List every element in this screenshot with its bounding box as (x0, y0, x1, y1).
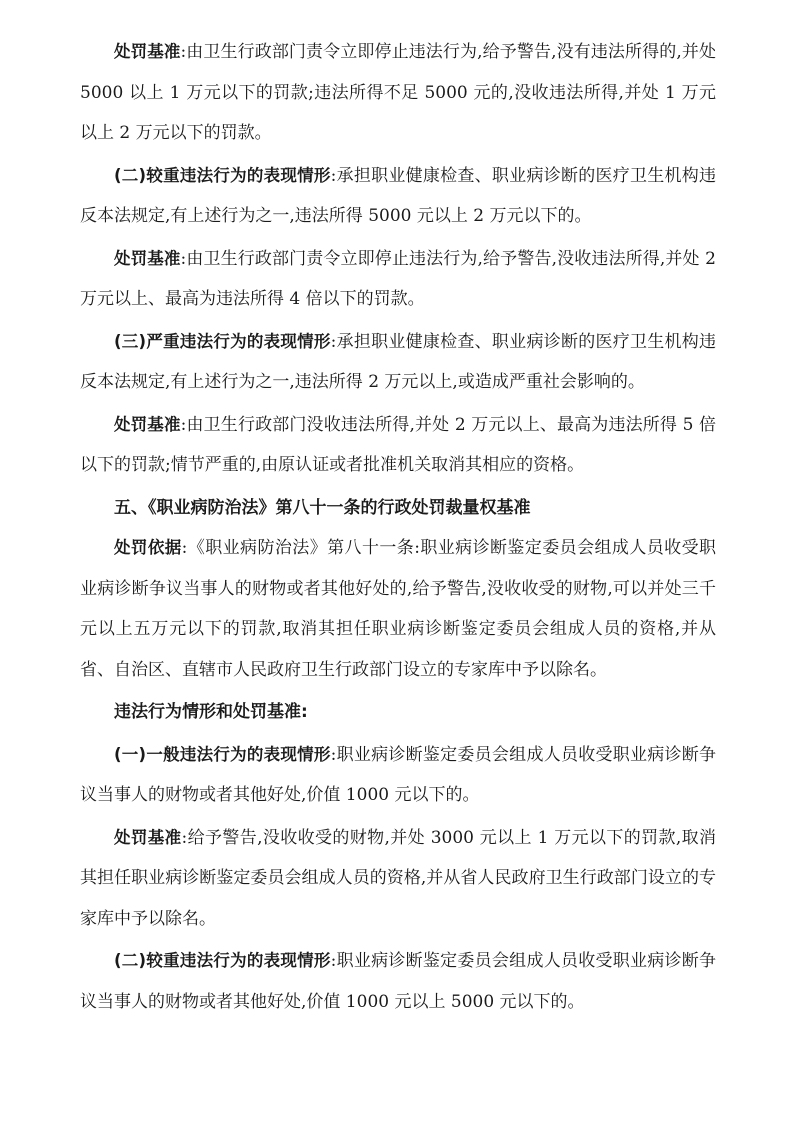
paragraph-moderate-violation-2 (80, 941, 716, 1022)
paragraph-moderate-violation (80, 156, 716, 237)
paragraph-lead: 处罚依据 (114, 538, 182, 557)
paragraph-lead: (一)一般违法行为的表现情形 (114, 744, 331, 764)
paragraph-lead: 处罚基准 (114, 42, 181, 61)
section-heading-article-81: 五、《职业病防治法》第八十一条的行政处罚裁量权基准 (114, 497, 531, 518)
paragraph-lead: (三)严重违法行为的表现情形 (114, 331, 331, 351)
paragraph-text: :《职业病防治法》第八十一条:职业病诊断鉴定委员会组成人员收受职业病诊断争议当事人的财物或者其他好处的,给予警告,没收收受的财物,可以并处三千元以上五万元以下的罚款,取消其担任职业病诊断鉴定委员会组成人员的资格,并从省、自治区、直辖市人民政府卫生行政部门设立的专家库中予以除名。 (80, 538, 716, 680)
paragraph-penalty-standard-2 (80, 239, 716, 320)
paragraph-lead: (二)较重违法行为的表现情形 (114, 951, 331, 970)
paragraph-text: :职业病诊断鉴定委员会组成人员收受职业病诊断争议当事人的财物或者其他好处,价值 1000 元以上 5000 元以下的。 (80, 951, 716, 1012)
paragraph-lead: 处罚基准 (114, 414, 181, 434)
paragraph-serious-violation (80, 322, 716, 403)
paragraph-text: :由卫生行政部门没收违法所得,并处 2 万元以上、最高为违法所得 5 倍以下的罚款;情节严重的,由原认证或者批准机关取消其相应的资格。 (80, 414, 716, 475)
paragraph-text: :承担职业健康检查、职业病诊断的医疗卫生机构违反本法规定,有上述行为之一,违法所得 2 万元以上,或造成严重社会影响的。 (80, 331, 716, 392)
paragraph-penalty-basis (80, 528, 716, 690)
paragraph-general-violation (80, 735, 716, 816)
paragraph-lead: (二)较重违法行为的表现情形 (114, 165, 331, 185)
subheading-violation-circumstances: 违法行为情形和处罚基准: (114, 702, 308, 722)
paragraph-penalty-standard-4 (80, 818, 716, 940)
paragraph-penalty-standard-3 (80, 405, 716, 486)
paragraph-text: :职业病诊断鉴定委员会组成人员收受职业病诊断争议当事人的财物或者其他好处,价值 1000 元以下的。 (80, 744, 716, 805)
paragraph-lead: 处罚基准 (114, 827, 182, 847)
paragraph-lead: 处罚基准 (114, 248, 181, 268)
paragraph-text: :由卫生行政部门责令立即停止违法行为,给予警告,没有违法所得的,并处 5000 以上 1 万元以下的罚款;违法所得不足 5000 元的,没收违法所得,并处 1 万元以上 2 万元以下的罚款。 (80, 42, 716, 143)
paragraph-text: :给予警告,没收收受的财物,并处 3000 元以上 1 万元以下的罚款,取消其担任职业病诊断鉴定委员会组成人员的资格,并从省人民政府卫生行政部门设立的专家库中予以除名。 (80, 827, 716, 929)
paragraph-text: :由卫生行政部门责令立即停止违法行为,给予警告,没收违法所得,并处 2 万元以上、最高为违法所得 4 倍以下的罚款。 (80, 248, 716, 309)
paragraph-penalty-standard-1 (80, 32, 716, 154)
paragraph-text: :承担职业健康检查、职业病诊断的医疗卫生机构违反本法规定,有上述行为之一,违法所得 5000 元以上 2 万元以下的。 (80, 165, 716, 226)
